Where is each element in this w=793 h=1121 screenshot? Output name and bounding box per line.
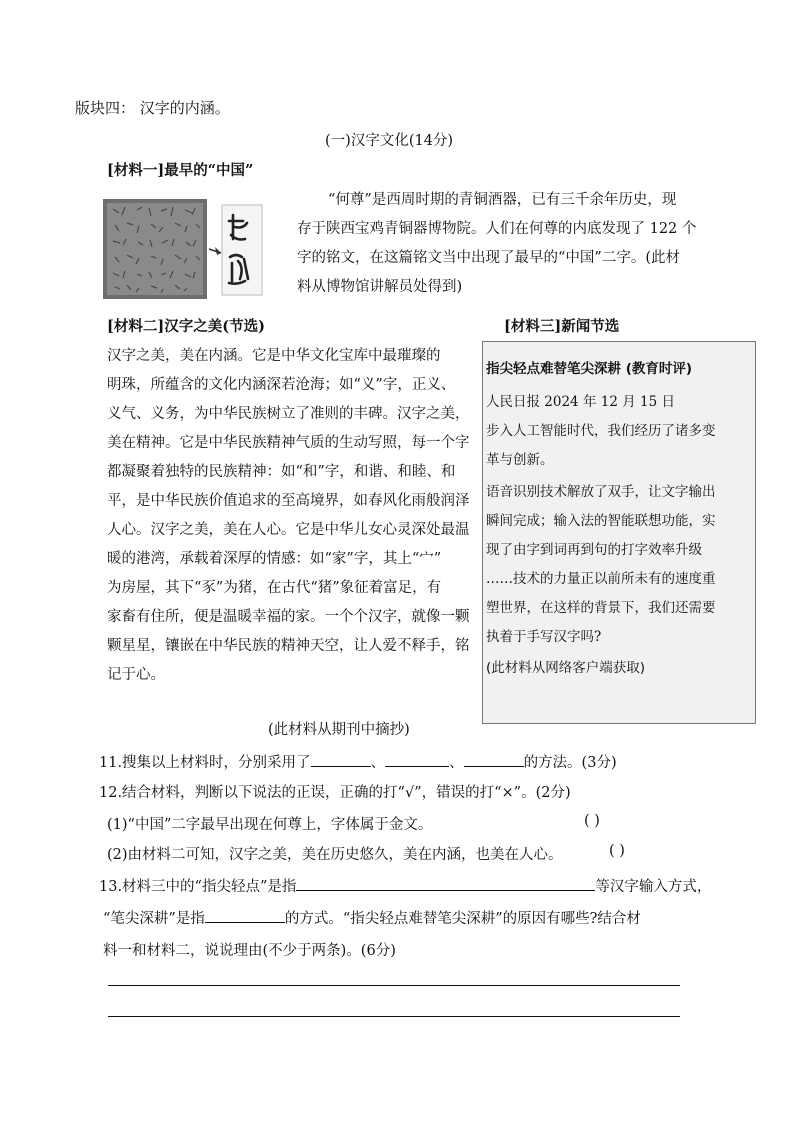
material2-line: 平，是中华民族价值追求的至高境界，如春风化雨般润泽: [107, 493, 470, 509]
news-line: 语音识别技术解放了双手，让文字输出: [486, 484, 716, 500]
material2-line: 都凝聚着独特的民族精神：如“和”字，和谐、和睦、和: [107, 464, 456, 480]
question-12-item-1: (1)“中国”二字最早出现在何尊上，字体属于金文。: [107, 817, 433, 833]
news-excerpt-box: [482, 341, 756, 724]
material2-line: 为房屋，其下“豕”为猪，在古代“猪”象征着富足，有: [107, 580, 442, 596]
news-source: (此材料从网络客户端获取): [486, 660, 646, 676]
material2-heading: [材料二]汉字之美(节选): [107, 318, 265, 335]
q13-blank-1[interactable]: [296, 875, 595, 891]
material1-line-1: “何尊”是西周时期的青铜酒器，已有三千余年历史，现: [328, 192, 677, 208]
news-line: ……技术的力量正以前所未有的速度重: [486, 571, 716, 587]
inscription-image: [101, 195, 265, 301]
q13-suffix: 等汉字输入方式，: [595, 879, 712, 895]
answer-line[interactable]: [108, 985, 680, 986]
q13-blank-2[interactable]: [205, 907, 285, 923]
material2-line: 记于心。: [107, 667, 165, 683]
answer-paren-1[interactable]: ( ): [584, 813, 600, 829]
material2-line: 美在精神。它是中华民族精神气质的生动写照，每一个字: [107, 435, 470, 451]
material2-source: (此材料从期刊中摘抄): [268, 722, 410, 738]
material2-line: 颗星星，镶嵌在中华民族的精神天空，让人爱不释手，铭: [107, 638, 470, 654]
question-11: [99, 751, 617, 772]
news-line: 人民日报 2024 年 12 月 15 日: [486, 394, 675, 410]
news-line: 步入人工智能时代，我们经历了诸多变: [486, 423, 716, 439]
material2-line: 明珠，所蕴含的文化内涵深若沧海；如“义”字，正义、: [107, 377, 456, 393]
news-line: 执着于手写汉字吗?: [486, 629, 602, 645]
material2-line: 人心。汉字之美，美在人心。它是中华儿女心灵深处最温: [107, 522, 470, 538]
q13-line2-prefix: “笔尖深耕”是指: [103, 911, 205, 927]
news-line: 现了由字到词再到句的打字效率升级: [486, 542, 702, 558]
news-line: 瞬间完成；输入法的智能联想功能，实: [486, 513, 716, 529]
material1-line-3: 字的铭文，在这篇铭文当中出现了最早的“中国”二字。(此材: [297, 250, 680, 266]
q11-blank-1[interactable]: [311, 751, 371, 767]
inscription-rubbing-icon: [101, 195, 265, 301]
material3-heading: [材料三]新闻节选: [504, 318, 620, 335]
material2-line: 义气、义务，为中华民族树立了准则的丰碑。汉字之美，: [107, 406, 470, 422]
news-headline: 指尖轻点难替笔尖深耕 (教育时评): [486, 361, 693, 377]
answer-paren-2[interactable]: ( ): [609, 843, 625, 859]
q13-prefix: 13.材料三中的“指尖轻点”是指: [99, 879, 297, 895]
q11-suffix: 的方法。(3分): [523, 755, 617, 771]
q11-sep-2: 、: [449, 755, 464, 771]
question-13-line-2: [103, 907, 641, 928]
q11-sep-1: 、: [370, 755, 386, 771]
question-13-line-3: 料一和材料二，说说理由(不少于两条)。(6分): [103, 943, 396, 959]
news-line: 革与创新。: [486, 452, 554, 468]
material1-heading: [材料一]最早的“中国”: [107, 162, 254, 179]
q11-blank-3[interactable]: [464, 751, 524, 767]
question-13-line-1: [99, 875, 711, 896]
question-12-item-2: (2)由材料二可知，汉字之美，美在历史悠久，美在内涵，也美在人心。: [107, 847, 563, 863]
section-title: 版块四： 汉字的内涵。: [75, 99, 230, 117]
material2-line: 暖的港湾，承载着深厚的情感：如“家”字，其上“宀”: [107, 551, 442, 567]
material1-line-2: 存于陕西宝鸡青铜器博物院。人们在何尊的内底发现了 122 个: [297, 221, 697, 237]
q11-blank-2[interactable]: [385, 751, 449, 767]
answer-line[interactable]: [108, 1016, 680, 1017]
news-line: 塑世界，在这样的背景下，我们还需要: [486, 600, 716, 616]
question-12-stem: 12.结合材料，判断以下说法的正误，正确的打“√”，错误的打“×”。(2分): [99, 785, 571, 801]
q11-prefix: 11.搜集以上材料时，分别采用了: [99, 755, 311, 771]
q13-line2-suffix: 的方式。“指尖轻点难替笔尖深耕”的原因有哪些?结合材: [284, 911, 641, 927]
section-subtitle: (一)汉字文化(14分): [325, 133, 454, 149]
material2-line: 汉字之美，美在内涵。它是中华文化宝库中最璀璨的: [107, 348, 441, 364]
material1-line-4: 料从博物馆讲解员处得到): [297, 279, 463, 295]
material2-line: 家畜有住所，便是温暖幸福的家。一个个汉字，就像一颗: [107, 609, 470, 625]
